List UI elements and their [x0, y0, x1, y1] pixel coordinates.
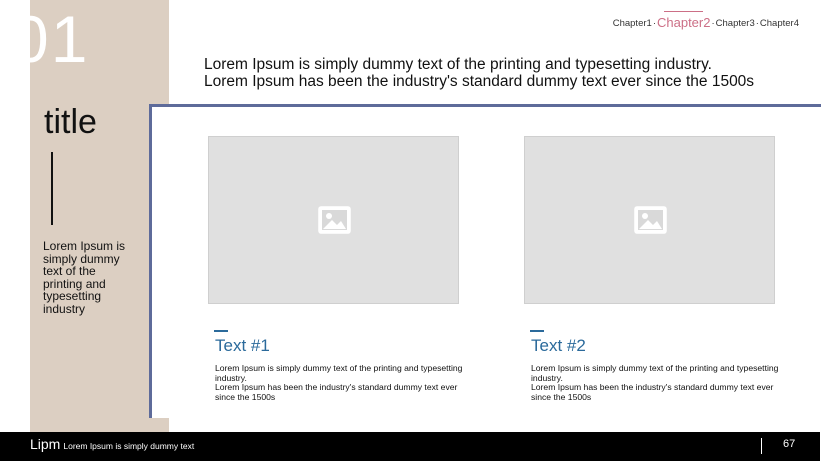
page-number: 67: [783, 438, 796, 450]
chapter-separator: ·: [711, 18, 715, 29]
card-description-line-1: Lorem Ipsum is simply dummy text of the printing and typesetting industry.: [215, 363, 463, 383]
card-description-line-2: Lorem Ipsum has been the industry's standard dummy text ever since the 1500s: [531, 382, 774, 402]
headline-line-2: Lorem Ipsum has been the industry's standard dummy text ever since the 1500s: [204, 73, 755, 90]
chapter-link-3[interactable]: Chapter3: [715, 18, 755, 29]
card-description: [531, 364, 793, 402]
chapter-nav: [613, 16, 799, 29]
chapter-separator: ·: [652, 18, 656, 29]
image-placeholder-icon: [634, 206, 667, 234]
card-title: Text #2: [531, 336, 586, 355]
side-divider: [51, 152, 53, 225]
footer-bar: [0, 432, 820, 461]
card-title-accent: [214, 330, 228, 332]
chapter-link-4[interactable]: Chapter4: [759, 18, 799, 29]
slide-number: 01: [12, 2, 90, 76]
footer-brand-name: Lipm: [30, 436, 61, 452]
chapter-link-1[interactable]: Chapter1: [612, 18, 652, 29]
footer-divider: [761, 438, 762, 454]
card-description-line-1: Lorem Ipsum is simply dummy text of the printing and typesetting industry.: [531, 363, 779, 383]
chapter-separator: ·: [755, 18, 759, 29]
footer-brand-tagline: Lorem Ipsum is simply dummy text: [63, 441, 195, 451]
card-2: [524, 136, 779, 402]
card-description: [215, 364, 477, 402]
image-placeholder[interactable]: [208, 136, 459, 304]
card-description-line-2: Lorem Ipsum has been the industry's standard dummy text ever since the 1500s: [215, 382, 458, 402]
side-description: Lorem Ipsum is simply dummy text of the printing and typesetting industry: [43, 239, 126, 316]
headline-line-1: Lorem Ipsum is simply dummy text of the printing and typesetting industry.: [204, 56, 712, 73]
image-placeholder[interactable]: [524, 136, 775, 304]
footer-brand: [30, 436, 194, 452]
chapter-link-2-active[interactable]: Chapter2: [656, 15, 711, 30]
image-placeholder-icon: [318, 206, 351, 234]
headline: [204, 56, 804, 90]
card-1: [208, 136, 463, 402]
card-title: Text #1: [215, 336, 270, 355]
card-title-accent: [530, 330, 544, 332]
side-title: title: [44, 103, 97, 141]
